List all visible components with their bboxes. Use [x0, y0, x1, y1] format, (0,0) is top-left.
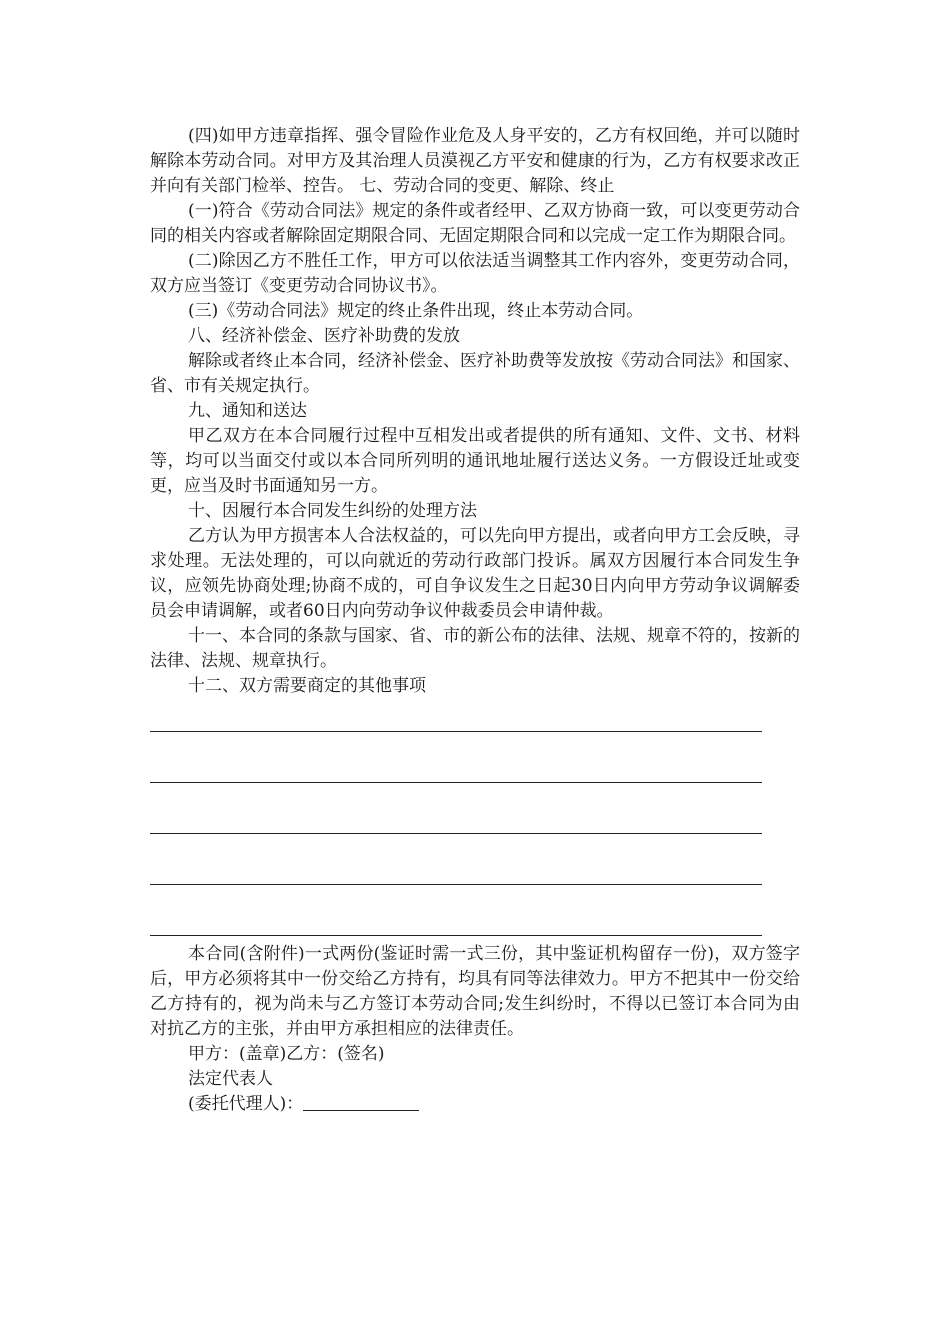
paragraph-dispute: 乙方认为甲方损害本人合法权益的，可以先向甲方提出，或者向甲方工会反映，寻求处理。无法处理的，可以向就近的劳动行政部门投诉。属双方因履行本合同发生争议，应领先协商处理;协商不成的，可自争议发生之日起30日内向甲方劳动争议调解委员会申请调解，或者60日内向劳动争议仲裁委员会申请仲裁。 — [150, 526, 800, 621]
section-heading-12: 十二、双方需要商定的其他事项 — [188, 676, 426, 696]
document-page — [150, 124, 800, 1117]
section-heading-10: 十、因履行本合同发生纠纷的处理方法 — [188, 501, 477, 521]
paragraph-compensation: 解除或者终止本合同，经济补偿金、医疗补助费等发放按《劳动合同法》和国家、省、市有关规定执行。 — [150, 351, 800, 396]
signature-legal-rep: 法定代表人 — [188, 1069, 273, 1089]
signature-agent-label: (委托代理人)： — [188, 1094, 304, 1114]
signature-agent-row — [150, 1092, 800, 1117]
paragraph-clause-4: (四)如甲方违章指挥、强令冒险作业危及人身平安的，乙方有权回绝，并可以随时解除本劳动合同。对甲方及其治理人员漠视乙方平安和健康的行为，乙方有权要求改正并向有关部门检举、控告。 七、劳动合同的变更、解除、终止 — [150, 126, 800, 196]
paragraph-notice: 甲乙双方在本合同履行过程中互相发出或者提供的所有通知、文件、文书、材料等，均可以当面交付或以本合同所列明的通讯地址履行送达义务。一方假设迁址或变更，应当及时书面通知另一方。 — [150, 426, 800, 496]
section-heading-8: 八、经济补偿金、医疗补助费的发放 — [188, 326, 460, 346]
blank-line[interactable] — [150, 935, 762, 936]
blank-line[interactable] — [150, 782, 762, 783]
agent-blank-line[interactable] — [303, 1092, 419, 1111]
paragraph-change-2: (二)除因乙方不胜任工作，甲方可以依法适当调整其工作内容外，变更劳动合同，双方应当签订《变更劳动合同协议书》。 — [150, 251, 800, 296]
blank-line[interactable] — [150, 884, 762, 885]
paragraph-section-11: 十一、本合同的条款与国家、省、市的新公布的法律、法规、规章不符的，按新的法律、法规、规章执行。 — [150, 626, 800, 671]
signature-parties: 甲方：(盖章)乙方：(签名) — [188, 1044, 385, 1064]
section-heading-9: 九、通知和送达 — [188, 401, 307, 421]
blank-line[interactable] — [150, 833, 762, 834]
fill-in-lines — [150, 731, 800, 936]
paragraph-copies: 本合同(含附件)一式两份(鉴证时需一式三份，其中鉴证机构留存一份)，双方签字后，甲方必须将其中一份交给乙方持有，均具有同等法律效力。甲方不把其中一份交给乙方持有的，视为尚未与乙方签订本劳动合同;发生纠纷时，不得以已签订本合同为由对抗乙方的主张，并由甲方承担相应的法律责任。 — [150, 944, 800, 1039]
paragraph-change-1: (一)符合《劳动合同法》规定的条件或者经甲、乙双方协商一致，可以变更劳动合同的相关内容或者解除固定期限合同、无固定期限合同和以完成一定工作为期限合同。 — [150, 201, 800, 246]
paragraph-change-3: (三)《劳动合同法》规定的终止条件出现，终止本劳动合同。 — [188, 301, 644, 321]
blank-line[interactable] — [150, 731, 762, 732]
